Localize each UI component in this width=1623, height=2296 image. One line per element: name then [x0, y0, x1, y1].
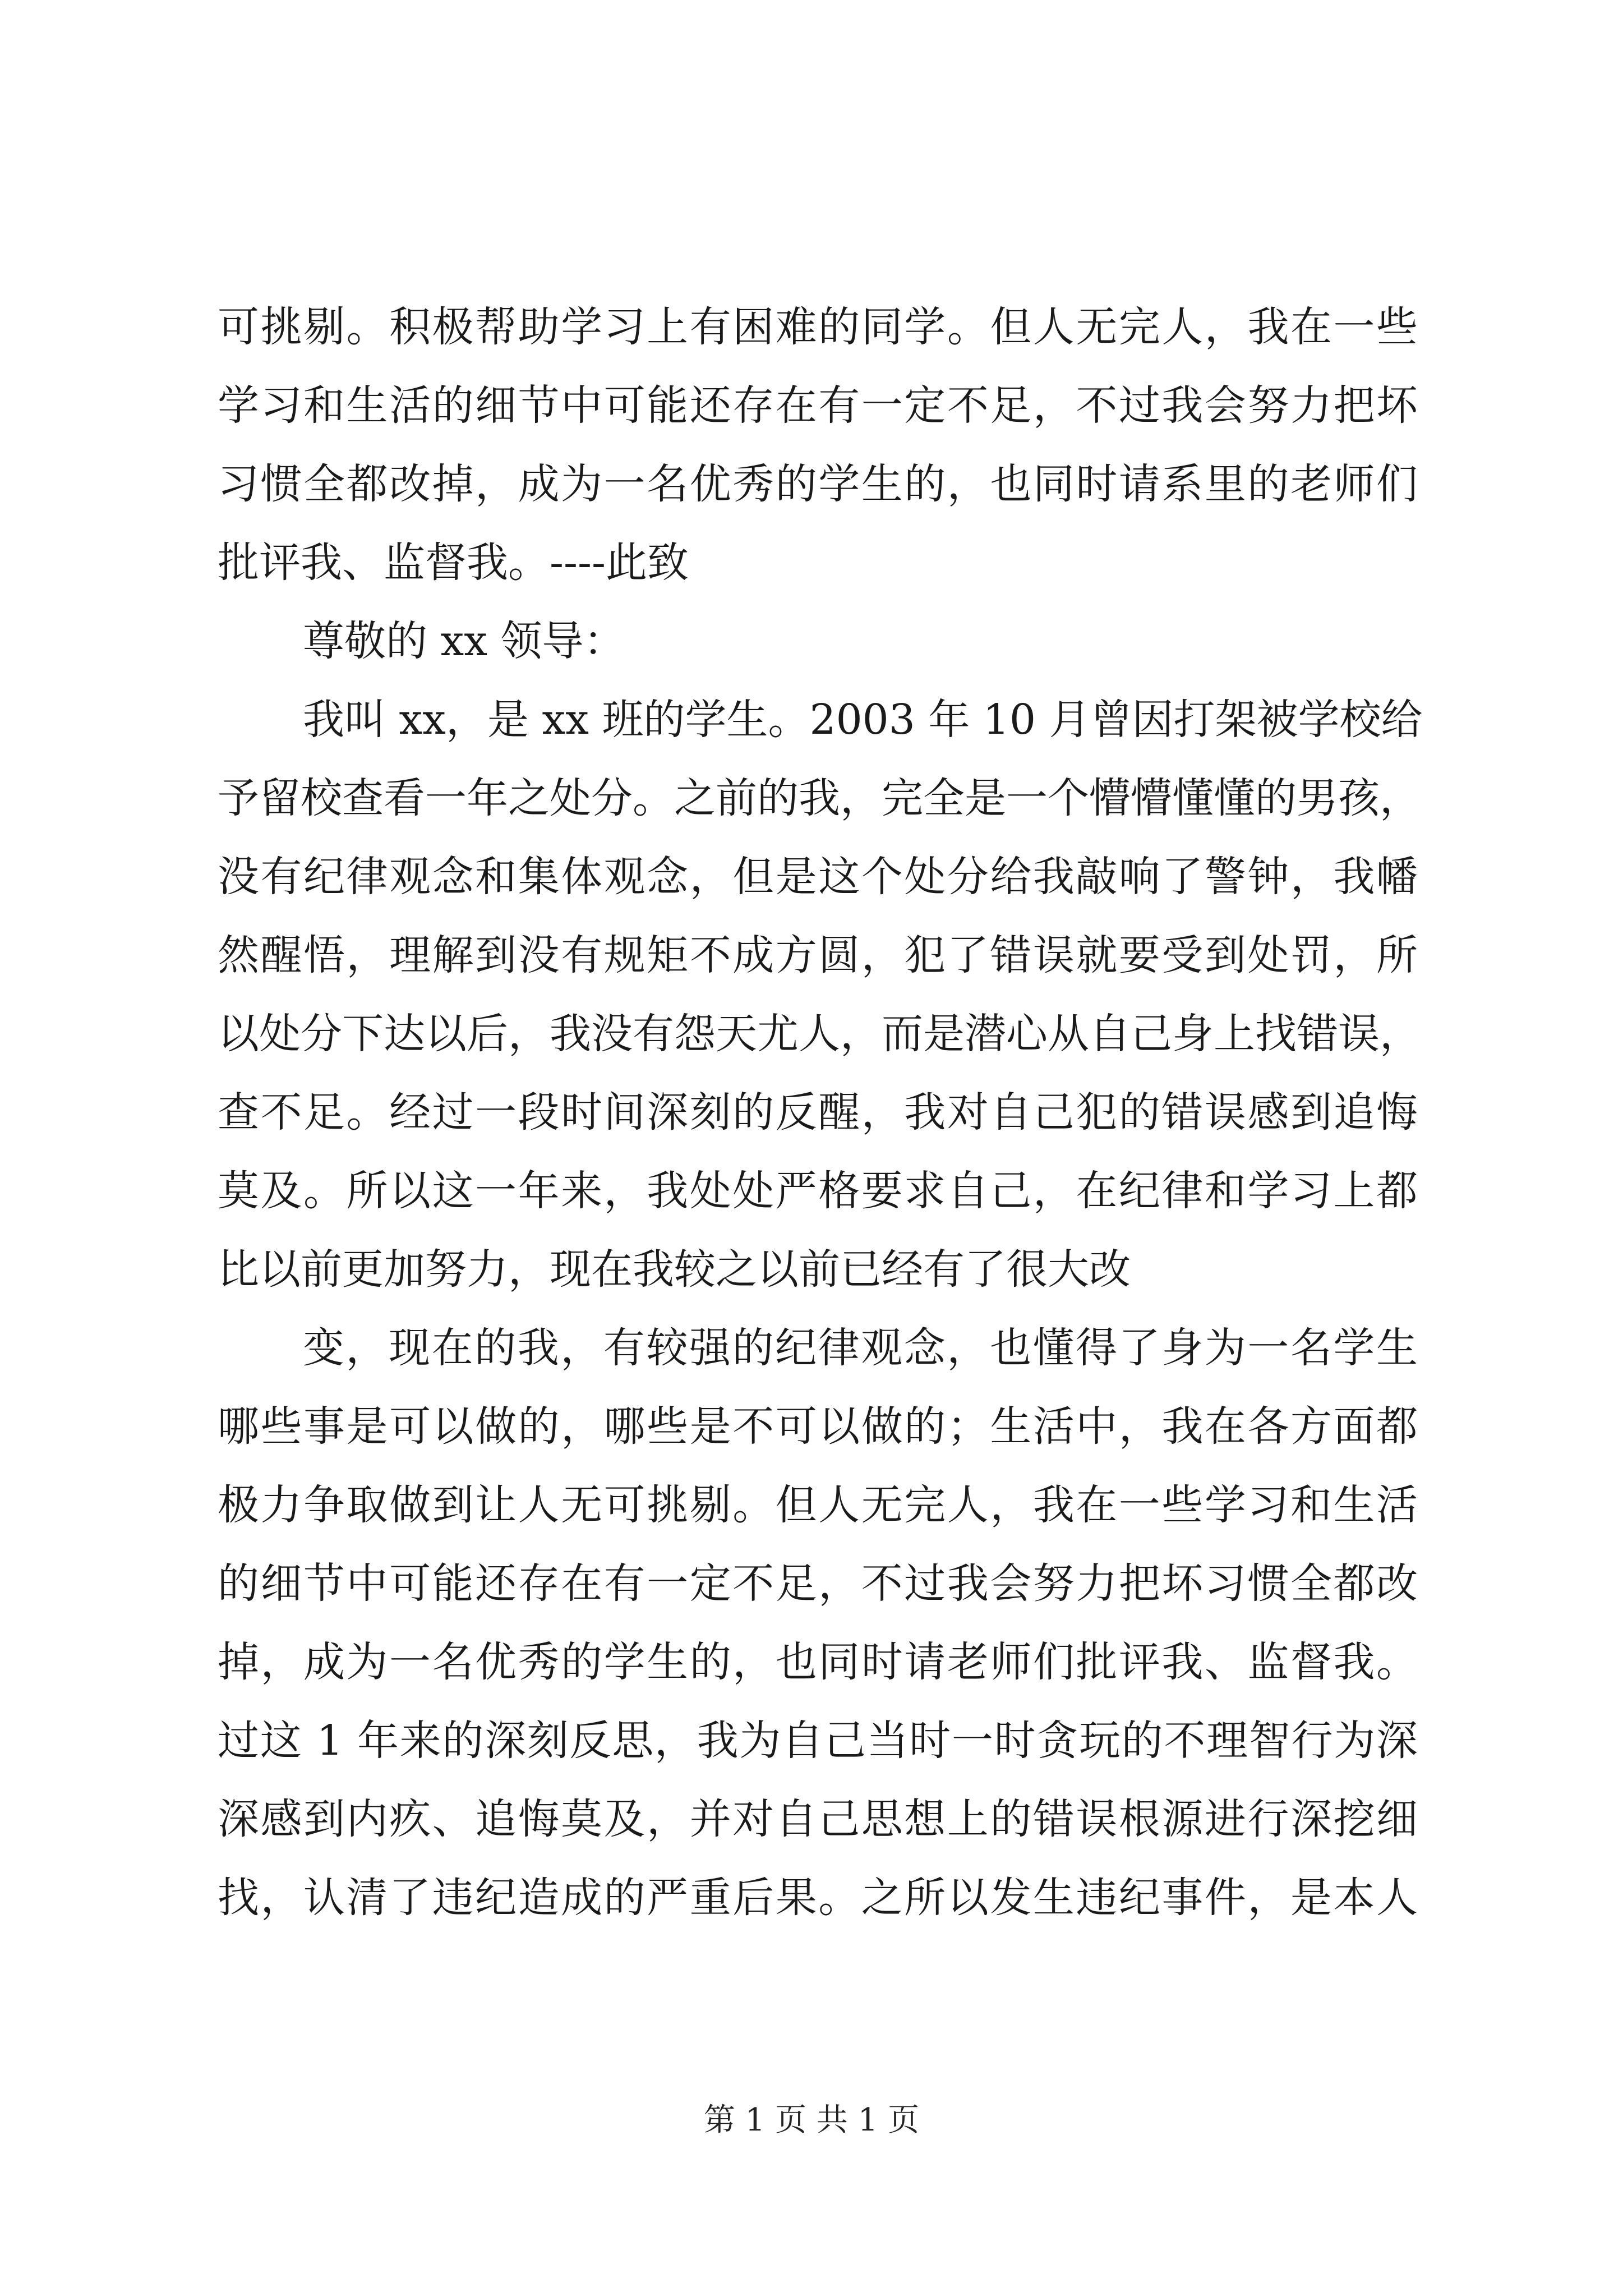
- text-line: 深感到内疚、追悔莫及，并对自己思想上的错误根源进行深挖细: [218, 1795, 1418, 1843]
- text-line: 习惯全都改掉，成为一名优秀的学生的，也同时请系里的老师们: [218, 460, 1418, 508]
- text-line: 变，现在的我，有较强的纪律观念，也懂得了身为一名学生: [303, 1324, 1418, 1372]
- text-line: 找，认清了违纪造成的严重后果。之所以发生违纪事件，是本人: [218, 1874, 1418, 1922]
- text-line: 掉，成为一名优秀的学生的，也同时请老师们批评我、监督我。: [218, 1638, 1418, 1686]
- text-line: 然醒悟，理解到没有规矩不成方圆，犯了错误就要受到处罚，所: [218, 931, 1418, 979]
- text-line: 莫及。所以这一年来，我处处严格要求自己，在纪律和学习上都: [218, 1167, 1418, 1215]
- text-line: 过这 1 年来的深刻反思，我为自己当时一时贪玩的不理智行为深: [218, 1717, 1418, 1765]
- text-line: 查不足。经过一段时间深刻的反醒，我对自己犯的错误感到追悔: [218, 1088, 1418, 1137]
- text-line: 的细节中可能还存在有一定不足，不过我会努力把坏习惯全都改: [218, 1559, 1418, 1608]
- text-line: 比以前更加努力，现在我较之以前已经有了很大改: [218, 1245, 1131, 1294]
- text-line: 没有纪律观念和集体观念，但是这个处分给我敲响了警钟，我幡: [218, 853, 1418, 901]
- text-line: 可挑剔。积极帮助学习上有困难的同学。但人无完人，我在一些: [218, 303, 1418, 351]
- text-line: 以处分下达以后，我没有怨天尤人，而是潜心从自己身上找错误，: [218, 1010, 1421, 1058]
- text-line: 批评我、监督我。----此致: [218, 539, 689, 587]
- page-number-footer: 第 1 页 共 1 页: [703, 2102, 920, 2138]
- text-line: 我叫 xx，是 xx 班的学生。2003 年 10 月曾因打架被学校给: [303, 696, 1423, 744]
- text-line: 哪些事是可以做的，哪些是不可以做的；生活中，我在各方面都: [218, 1402, 1418, 1451]
- text-line: 极力争取做到让人无可挑剔。但人无完人，我在一些学习和生活: [218, 1481, 1418, 1529]
- text-line: 予留校查看一年之处分。之前的我，完全是一个懵懵懂懂的男孩，: [218, 774, 1421, 822]
- text-line: 学习和生活的细节中可能还存在有一定不足，不过我会努力把坏: [218, 381, 1418, 430]
- salutation-line: 尊敬的 xx 领导：: [303, 617, 625, 665]
